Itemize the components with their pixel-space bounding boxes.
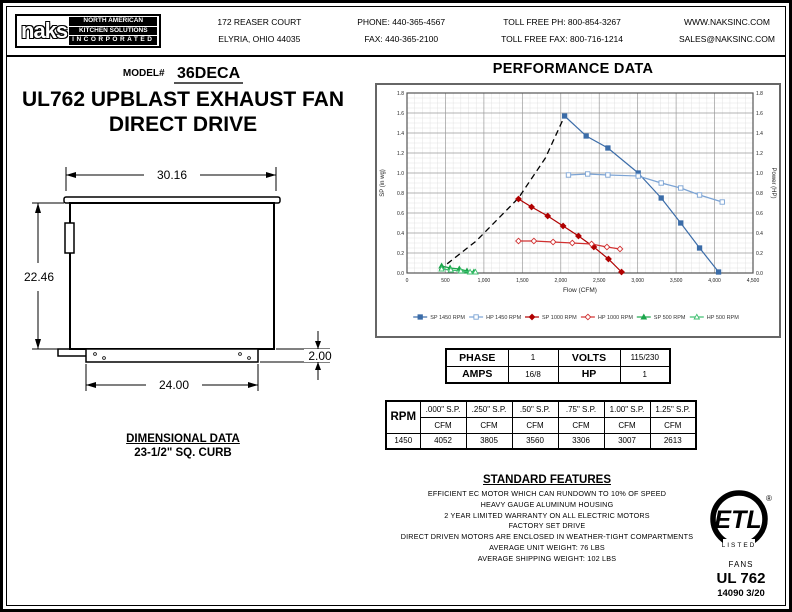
unit-cell: CFM (558, 417, 604, 433)
svg-text:1.6: 1.6 (397, 110, 404, 117)
svg-text:0.6: 0.6 (397, 210, 404, 217)
amps-value: 16/8 (508, 366, 558, 383)
etl-letters: ETL (714, 506, 762, 534)
feature-line: HEAVY GAUGE ALUMINUM HOUSING (480, 499, 614, 509)
svg-text:1.2: 1.2 (756, 150, 763, 157)
etl-listed-text: LISTED (721, 542, 757, 549)
model-label: MODEL# (122, 68, 165, 79)
feature-line: 2 YEAR LIMITED WARRANTY ON ALL ELECTRIC MOTORS (444, 510, 650, 520)
svg-text:HP 500 RPM: HP 500 RPM (706, 315, 739, 321)
svg-text:2,000: 2,000 (554, 278, 568, 284)
cfm-value: 3306 (558, 433, 604, 449)
registered-symbol: ® (766, 494, 772, 503)
svg-text:1.0: 1.0 (756, 170, 763, 177)
svg-text:HP 1000 RPM: HP 1000 RPM (597, 315, 633, 321)
sp-header-5: 1.25" S.P. (650, 401, 696, 417)
table-row (446, 366, 670, 383)
hp-value: 1 (620, 366, 670, 383)
svg-text:SP 1000 RPM: SP 1000 RPM (542, 315, 577, 321)
svg-text:2,500: 2,500 (592, 278, 606, 284)
svg-text:Flow (CFM): Flow (CFM) (563, 287, 597, 294)
electrical-table (445, 348, 671, 384)
sp-header-0: .000" S.P. (420, 401, 466, 417)
svg-text:3,500: 3,500 (669, 278, 683, 284)
feature-line: EFFICIENT EC MOTOR WHICH CAN RUNDOWN TO 10% OF SPEED (427, 489, 667, 498)
svg-text:0.0: 0.0 (756, 270, 763, 277)
svg-text:1.4: 1.4 (756, 130, 763, 137)
phone-line: PHONE: 440-365-4567 (357, 17, 446, 27)
chart-legend (413, 314, 739, 321)
performance-chart-box (375, 83, 781, 338)
svg-text:1.8: 1.8 (397, 90, 404, 97)
header-phone (357, 14, 445, 48)
svg-text:4,000: 4,000 (708, 278, 721, 284)
fax-line: FAX: 440-365-2100 (364, 34, 439, 44)
svg-text:1,000: 1,000 (477, 278, 491, 284)
etl-mark (701, 489, 781, 599)
svg-text:0.4: 0.4 (756, 230, 763, 237)
inner-frame (6, 6, 786, 606)
cfm-value: 2613 (650, 433, 696, 449)
svg-text:1.8: 1.8 (756, 90, 763, 97)
table-row (386, 401, 696, 417)
svg-text:1.4: 1.4 (397, 130, 404, 137)
unit-cell: CFM (420, 417, 466, 433)
hp-label: HP (558, 366, 620, 383)
fan-title (7, 87, 359, 137)
cfm-value: 4052 (420, 433, 466, 449)
svg-text:0.6: 0.6 (756, 210, 763, 217)
cfm-value: 3007 (604, 433, 650, 449)
volts-label: VOLTS (558, 349, 620, 366)
sp-header-3: .75" S.P. (558, 401, 604, 417)
naks-logo (15, 14, 161, 48)
rpm-cfm-table (385, 400, 697, 450)
volts-value: 115/230 (620, 349, 670, 366)
svg-text:1.2: 1.2 (397, 150, 404, 157)
svg-text:1.0: 1.0 (397, 170, 404, 177)
curb-size: 23-1/2" SQ. CURB (134, 447, 232, 460)
svg-text:Power (HP): Power (HP) (770, 167, 776, 199)
table-row (386, 433, 696, 449)
logo-line-3: INCORPORATED (69, 36, 157, 45)
etl-fans-label: FANS (728, 560, 754, 569)
svg-text:0.4: 0.4 (397, 230, 404, 237)
svg-text:0.8: 0.8 (756, 190, 763, 197)
standard-features-title: STANDARD FEATURES (483, 474, 611, 486)
svg-text:500: 500 (441, 278, 450, 284)
logo-naks-text: naks (21, 17, 68, 43)
logo-bars (69, 17, 157, 45)
tollfree-fax-line: TOLL FREE FAX: 800-716-1214 (501, 34, 623, 44)
table-row (446, 349, 670, 366)
svg-text:0.2: 0.2 (397, 250, 404, 257)
amps-label: AMPS (446, 366, 508, 383)
svg-text:0: 0 (405, 278, 409, 284)
phase-value: 1 (508, 349, 558, 366)
model-number: 36DECA (174, 65, 243, 84)
dimensional-drawing (18, 153, 348, 403)
svg-text:1,500: 1,500 (516, 278, 529, 284)
svg-text:SP (in wg): SP (in wg) (380, 169, 386, 197)
table-row (386, 417, 696, 433)
tollfree-phone-line: TOLL FREE PH: 800-854-3267 (503, 17, 621, 27)
svg-text:3,000: 3,000 (631, 278, 644, 284)
unit-cell: CFM (650, 417, 696, 433)
header-address (217, 14, 301, 48)
dim-base-width-label: 24.00 (158, 378, 190, 393)
email-line: SALES@NAKSINC.COM (678, 34, 775, 44)
ul-762-label: UL 762 (716, 570, 766, 587)
feature-line: AVERAGE SHIPPING WEIGHT: 102 LBS (477, 553, 617, 563)
website-line: WWW.NAKSINC.COM (683, 17, 770, 27)
standard-features (359, 474, 735, 565)
address-line-1: 172 REASER COURT (217, 17, 302, 27)
fan-title-line-2: DIRECT DRIVE (108, 113, 258, 137)
etl-listed-icon (705, 489, 777, 553)
doc-number: 14090 3/20 (717, 588, 765, 599)
sp-header-4: 1.00" S.P. (604, 401, 650, 417)
phase-label: PHASE (446, 349, 508, 366)
rpm-value: 1450 (386, 433, 420, 449)
svg-text:0.2: 0.2 (756, 250, 763, 257)
feature-line: DIRECT DRIVEN MOTORS ARE ENCLOSED IN WEATHER-TIGHT COMPARTMENTS (400, 532, 694, 542)
main-content (7, 57, 785, 565)
svg-text:0.0: 0.0 (397, 270, 404, 277)
svg-text:1.6: 1.6 (756, 110, 763, 117)
logo-line-2: KITCHEN SOLUTIONS (69, 27, 157, 36)
dim-height-label: 22.46 (23, 270, 55, 285)
svg-text:0.8: 0.8 (397, 190, 404, 197)
header-web (679, 14, 775, 48)
dimensional-data-heading: DIMENSIONAL DATA (126, 433, 240, 446)
model-line (7, 65, 359, 83)
feature-line: AVERAGE UNIT WEIGHT: 76 LBS (489, 542, 605, 552)
sp-header-2: .50" S.P. (512, 401, 558, 417)
sp-header-1: .250" S.P. (466, 401, 512, 417)
header (7, 7, 785, 57)
cfm-value: 3560 (512, 433, 558, 449)
svg-text:SP 500 RPM: SP 500 RPM (653, 315, 686, 321)
svg-text:SP 1450 RPM: SP 1450 RPM (430, 315, 465, 321)
header-tollfree (501, 14, 623, 48)
logo-line-1: NORTH AMERICAN (69, 17, 157, 26)
rpm-header: RPM (386, 401, 420, 433)
cfm-value: 3805 (466, 433, 512, 449)
feature-line: FACTORY SET DRIVE (508, 521, 586, 531)
dimensional-data-block (7, 433, 359, 459)
performance-chart (377, 85, 779, 331)
fan-title-line-1: UL762 UPBLAST EXHAUST FAN (21, 88, 345, 111)
performance-data-title: PERFORMANCE DATA (492, 61, 654, 77)
svg-text:HP 1450 RPM: HP 1450 RPM (486, 315, 522, 321)
unit-cell: CFM (604, 417, 650, 433)
unit-cell: CFM (512, 417, 558, 433)
address-line-2: ELYRIA, OHIO 44035 (218, 34, 301, 44)
dim-width-label: 30.16 (156, 168, 188, 183)
svg-text:4,500: 4,500 (746, 278, 760, 284)
left-column (7, 57, 359, 565)
dim-base-height-label: 2.00 (308, 349, 332, 364)
unit-cell: CFM (466, 417, 512, 433)
